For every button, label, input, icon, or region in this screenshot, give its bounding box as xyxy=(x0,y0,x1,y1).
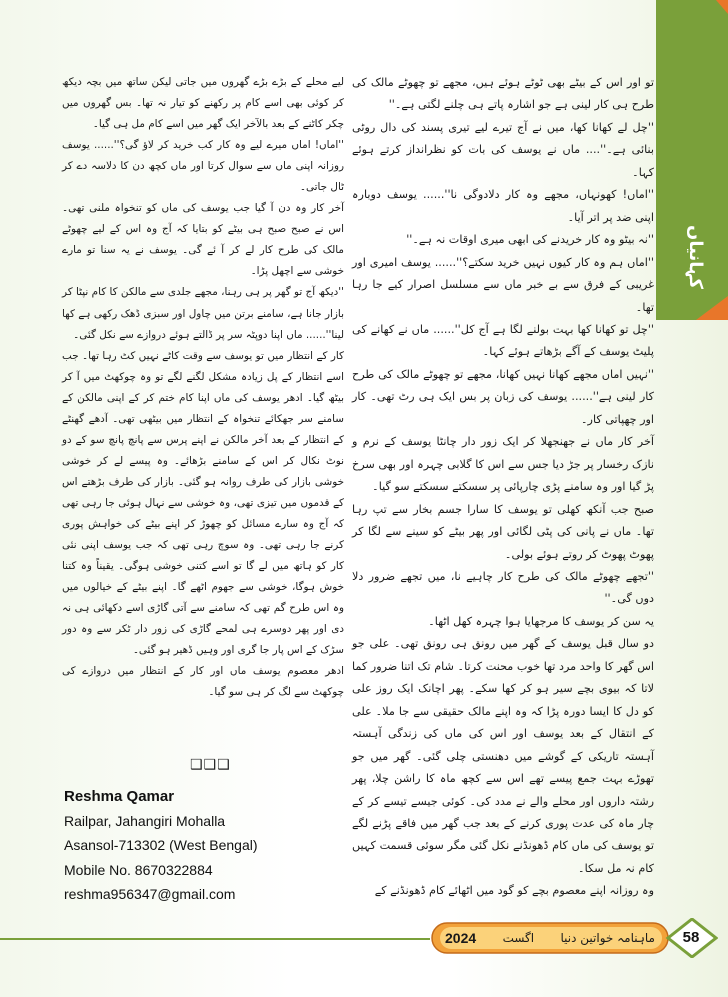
paragraph: صبح جب آنکھ کھلی تو یوسف کا سارا جسم بخار سے تپ رہا تھا۔ ماں نے پانی کی پٹی لگائی اور پھر بیٹے کو سینے سے لگا کر پھوٹ پھوٹ کر روتے ہوئے بولی۔ xyxy=(352,502,654,561)
paragraph: ''چل تو کھانا کھا بہت بولنے لگا ہے آج کل''...... ماں نے کھانے کی پلیٹ یوسف کے آگے بڑھاتے ہوئے کہا۔ xyxy=(352,322,654,359)
paragraph: وہ روزانہ اپنے معصوم بچے کو گود میں اٹھائے کام ڈھونڈنے کے xyxy=(374,884,654,898)
paragraph: ''دیکھ آج تو گھر پر ہی رہنا، مجھے جلدی سے مالکن کا کام نپٹا کر بازار جانا ہے، سامنے برتن میں چاول اور سبزی ڈھک رکھی ہے کھا لینا''...... ماں اپنا دوپٹہ سر پر ڈالتے ہوئے دروازے سے نکل گئی۔ xyxy=(62,286,344,341)
paragraph: ''نہیں اماں مجھے کھانا نہیں کھانا، مجھے تو چھوٹے مالک کی طرح کار لینی ہے''...... یوسف کی زبان پر بس ایک ہی رٹ تھی۔ کار اور چھپاتی کار۔ xyxy=(352,367,654,426)
author-email: reshma956347@gmail.com xyxy=(64,885,236,902)
paragraph: کار کے انتظار میں تو یوسف سے وقت کاٹے نہیں کٹ رہا تھا۔ جب اسے انتظار کے پل زیادہ مشکل لگنے لگے تو وہ چوکھٹ میں آ کر بیٹھ گیا۔ ادھر یوسف کی ماں اپنا کام ختم کر کے اپنی مالکن کے سامنے سر جھکائے تنخواہ کے انتظار میں بیٹھی تھی۔ آدھے گھنٹے کے انتظار کے بعد آخر مالکن نے اپنے پرس سے پانچ پانچ سو کے دو نوٹ نکال کر اس کے سامنے بڑھائے۔ وہ پیسے لے کر خوشی خوشی بازار کی طرف روانہ ہو گئی۔ بازار کی طرف بڑھتے اس کے قدموں میں تیزی تھی، وہ خوشی سے نہال ہوئی جا رہی تھی کہ آج وہ سارے مسائل کو چھوڑ کر اپنے بیٹے کی خواہش پوری کرنے جا رہی تھی۔ وہ سوچ رہی تھی کہ جب یوسف اپنی نئی کار کو ہاتھ میں لے گا تو اسے کتنی خوشی ہوگی۔ یقیناً وہ کتنا خوش ہوگا، خوشی سے جھوم اٹھے گا۔ اپنے بیٹے کے خیالوں میں وہ اس طرح گم تھی کہ سامنے سے آتی گاڑی اسے دکھائی ہی نہ دی اور پھر دوسرے ہی لمحے گاڑی کی زور دار ٹکر سے وہ دور سڑک کے اس پار جا گری اور وہیں ڈھیر ہو گئی۔ xyxy=(62,349,344,657)
paragraph: دو سال قبل یوسف کے گھر میں رونق ہی رونق تھی۔ علی جو اس گھر کا واحد مرد تھا خوب محنت کرتا۔ شام تک اتنا ضرور کما لاتا کہ بیوی بچے سیر ہو کر کھا سکے۔ پھر اچانک ایک روز علی کو دل کا ایسا دورہ پڑا کہ وہ اپنے مالک حقیقی سے جا ملا۔ علی کے انتقال کے بعد یوسف اور اس کی ماں کی زندگی آہستہ آہستہ تاریکی کے گوشے میں دھنستی چلی گئی۔ گھر میں جو تھوڑے بہت جمع پیسے تھے اس سے کچھ ماہ کا راشن چلا، پھر رشتہ داروں اور محلے والے نے مدد کی۔ کوئی جیسے تیسے کر کے چار ماہ کی عدت پوری کرنے کے بعد جب گھر میں فاقے پڑنے لگے تو یوسف کی ماں کام ڈھونڈنے نکل گئی مگر سوئی قسمت کہیں کام نہ مل سکا۔ xyxy=(352,637,654,875)
article-column-right xyxy=(352,72,654,903)
end-of-story-marker: ❑❑❑ xyxy=(190,757,231,773)
author-address-line-2: Asansol-713302 (West Bengal) xyxy=(64,837,258,854)
page-number: 58 xyxy=(682,929,700,946)
author-address-line-1: Railpar, Jahangiri Mohalla xyxy=(64,813,226,830)
paragraph: تو اور اس کے بیٹے بھی ٹوٹے ہوئے ہیں، مجھے تو چھوٹے مالک کی طرح ہی کار لینی ہے جو اشارہ پاتے ہی چلنے لگتی ہے۔'' xyxy=(352,76,654,112)
paragraph: ''اماں! کھونہاں، مجھے وہ کار دلادوگی نا''...... یوسف دوبارہ اپنی ضد پر اتر آیا۔ xyxy=(352,188,654,224)
footer-rule xyxy=(0,938,430,940)
paragraph: یہ سن کر یوسف کا مرجھایا ہوا چہرہ کھل اٹھا۔ xyxy=(428,614,654,628)
paragraph: آخر کار وہ دن آ گیا جب یوسف کی ماں کو تنخواہ ملنی تھی۔ اس نے صبح صبح ہی بیٹے کو بتایا کہ آج وہ اس کے لیے چھوٹے مالک کی طرح کار لے کر آ ئے گی۔ یوسف نے یہ سنا تو مارے خوشی سے اچھل پڑا۔ xyxy=(62,202,344,278)
paragraph: لیے محلے کے بڑے بڑے گھروں میں جاتی لیکن ساتھ میں بچہ دیکھ کر کوئی بھی اسے کام پر رکھنے کو تیار نہ تھا۔ بس گھروں میں چکر کاٹنے کے بعد بالآخر ایک گھر میں اسے کام مل ہی گیا۔ xyxy=(62,76,344,131)
author-mobile: Mobile No. 8670322884 xyxy=(64,861,213,878)
issue-month: اگست xyxy=(502,931,535,945)
paragraph: ادھر معصوم یوسف ماں اور کار کے انتظار میں دروازے کی چوکھٹ سے لگ کر ہی سو گیا۔ xyxy=(62,665,344,699)
author-block xyxy=(64,785,304,906)
article-column-left xyxy=(62,72,344,703)
paragraph: ''اماں! اماں میرے لیے وہ کار کب خرید کر لاؤ گی؟''...... یوسف روزانہ اپنی ماں سے سوال کرتا اور ماں کچھ دن کا دلاسہ دے کر ٹال جاتی۔ xyxy=(62,139,344,194)
paragraph: ''نہ بیٹو وہ کار خریدنے کی ابھی میری اوقات نہ ہے۔'' xyxy=(406,233,654,247)
magazine-name: ماہنامہ خواتین دنیا xyxy=(560,931,655,945)
section-tab-label: کہانیاں xyxy=(685,225,706,290)
issue-year: 2024 xyxy=(445,930,477,946)
paragraph: ''چل لے کھانا کھا، میں نے آج تیرے لیے تیری پسند کی دال روٹی بنائی ہے۔''.... ماں نے یوسف کی بات کو نظرانداز کرتے ہوئے کہا۔ xyxy=(352,120,654,179)
paragraph: ''تجھے چھوٹے مالک کی طرح کار چاہیے نا، میں تجھے ضرور دلا دوں گی۔'' xyxy=(352,569,654,606)
footer-text xyxy=(445,924,655,952)
paragraph: آخر کار ماں نے جھنجھلا کر ایک زور دار چانٹا یوسف کے نرم و نازک رخسار پر جڑ دیا جس سے اس کا گلابی چہرہ اور بھی سرخ پڑ گیا اور وہ سامنے پڑی چارپائی پر سسکتے سسکتے سو گیا۔ xyxy=(352,435,654,494)
paragraph: ''اماں ہم وہ کار کیوں نہیں خرید سکتے؟''...... یوسف امیری اور غریبی کے فرق سے بے خبر ماں سے مسلسل اصرار کیے جا رہا تھا۔ xyxy=(352,255,654,314)
author-name: Reshma Qamar xyxy=(64,788,175,805)
